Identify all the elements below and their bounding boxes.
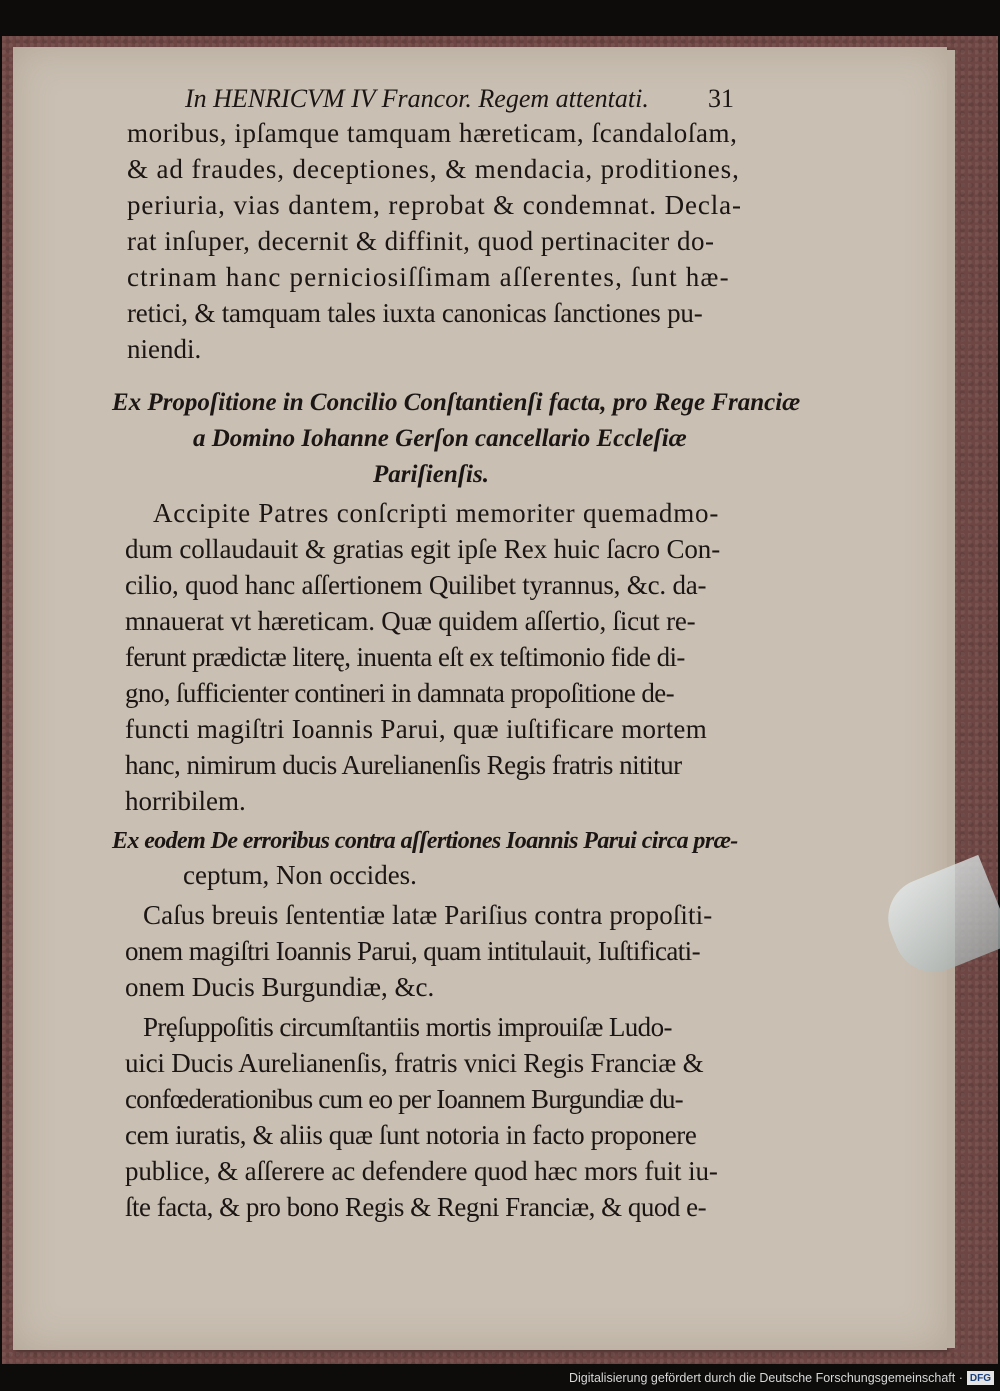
heading-text: ceptum, Non occides.	[183, 860, 417, 890]
body-line: onem Ducis Burgundiæ, &c.	[125, 972, 435, 1002]
body-line: cem iuratis, & aliis quæ ſunt notoria in facto proponere	[125, 1120, 697, 1150]
body-line: Caſus breuis ſententiæ latæ Pariſius contra propoſiti-	[143, 900, 713, 930]
body-line: rat inſuper, decernit & diffinit, quod pertinaciter do-	[127, 226, 715, 256]
body-line: ferunt prædictæ literę, inuenta eſt ex teſtimonio fide di-	[125, 642, 685, 672]
body-line: mnauerat vt hæreticam. Quæ quidem aſſertio, ſicut re-	[125, 606, 696, 636]
body-line: gno, ſufficienter contineri in damnata propoſitione de-	[125, 678, 675, 708]
section-heading: Ex eodem De erroribus contra aſſertiones Ioannis Parui circa præ-	[112, 828, 738, 854]
book-page	[13, 47, 947, 1350]
section-heading: Pariſienſis.	[373, 461, 489, 488]
body-line: moribus, ipſamque tamquam hæreticam, ſcandaloſam,	[127, 118, 738, 148]
body-line: hanc, nimirum ducis Aurelianenſis Regis fratris nititur	[125, 750, 682, 780]
body-line: periuria, vias dantem, reprobat & condemnat. Decla-	[127, 190, 742, 220]
section-heading	[183, 857, 417, 893]
body-line: Accipite Patres conſcripti memoriter quemadmo-	[153, 498, 720, 528]
body-line: retici, & tamquam tales iuxta canonicas ſanctiones pu-	[127, 298, 703, 328]
body-line: dum collaudauit & gratias egit ipſe Rex huic ſacro Con-	[125, 534, 721, 564]
dfg-logo: DFG	[967, 1371, 994, 1385]
section-heading: a Domino Iohanne Gerſon cancellario Eccleſiæ	[193, 425, 687, 452]
running-head	[185, 81, 734, 117]
page-edge	[947, 50, 955, 1348]
body-line: Prȩſuppoſitis circumſtantiis mortis improuiſæ Ludo-	[143, 1012, 672, 1042]
body-line: & ad fraudes, deceptiones, & mendacia, proditiones,	[127, 154, 740, 184]
body-line: ctrinam hanc perniciosiſſimam aſſerentes, ſunt hæ-	[127, 262, 730, 292]
funding-footer	[569, 1368, 994, 1388]
page-number: 31	[708, 84, 734, 113]
body-line: publice, & aſſerere ac defendere quod hæc mors fuit iu-	[125, 1156, 718, 1186]
page-text	[13, 47, 947, 1350]
body-line: cilio, quod hanc aſſertionem Quilibet tyrannus, &c. da-	[125, 570, 707, 600]
body-line: functi magiſtri Ioannis Parui, quæ iuſtificare mortem	[125, 714, 708, 744]
body-line: horribilem.	[125, 786, 246, 816]
body-line: niendi.	[127, 334, 202, 364]
body-line: confœderationibus cum eo per Ioannem Burgundiæ du-	[125, 1084, 683, 1114]
funding-credit: Digitalisierung gefördert durch die Deutsche Forschungsgemeinschaft ·	[568, 1371, 963, 1385]
body-line: ſte facta, & pro bono Regis & Regni Franciæ, & quod e-	[125, 1192, 707, 1222]
body-line: onem magiſtri Ioannis Parui, quam intitulauit, Iuſtificati-	[125, 936, 700, 966]
body-line: uici Ducis Aurelianenſis, fratris vnici Regis Franciæ &	[125, 1048, 704, 1078]
running-title: In HENRICVM IV Francor. Regem attentati.	[185, 84, 649, 113]
section-heading: Ex Propoſitione in Concilio Conſtantienſi facta, pro Rege Franciæ	[112, 389, 801, 416]
